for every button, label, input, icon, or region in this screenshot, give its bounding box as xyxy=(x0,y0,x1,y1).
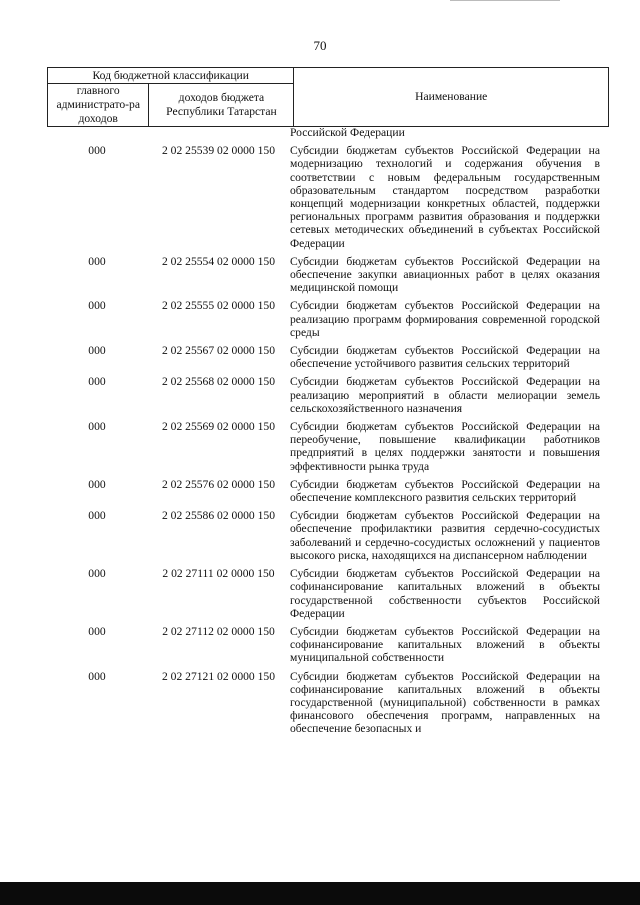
name-cell: Субсидии бюджетам субъектов Российской Федерации на обеспечение профилактики развития сердечно-сосудистых заболеваний и сердечно-сосудистых осложнений у пациентов высокого риска, находящихся на диспансерном наблюдении xyxy=(290,509,600,562)
table-row xyxy=(47,509,609,562)
name-cell: Субсидии бюджетам субъектов Российской Федерации на переобучение, повышение квалификации работников предприятий в целях поддержки занятости и повышения эффективности рынка труда xyxy=(290,420,600,473)
continuation-text: Российской Федерации xyxy=(290,126,405,139)
budget-code-cell: 2 02 25569 02 0000 150 xyxy=(161,420,276,434)
admin-code-cell: 000 xyxy=(88,669,106,683)
admin-code-cell: 000 xyxy=(88,509,106,523)
rows-container xyxy=(47,144,609,735)
admin-code-cell: 000 xyxy=(88,624,106,638)
budget-code-cell: 2 02 25567 02 0000 150 xyxy=(161,344,276,358)
name-cell: Субсидии бюджетам субъектов Российской Федерации на модернизацию технологий и содержания обучения в соответствии с новым федеральным государственным образовательным стандартом посредством разработки концепций модернизации конкретных областей, поддержки региональных программ развития образования и поддержки сетевых методических объединений в субъектах Российской Федерации xyxy=(290,144,600,250)
budget-code-cell: 2 02 27111 02 0000 150 xyxy=(162,567,275,581)
budget-code-cell: 2 02 25568 02 0000 150 xyxy=(161,375,276,389)
budget-code-cell: 2 02 25539 02 0000 150 xyxy=(161,144,276,158)
table-row xyxy=(47,144,609,250)
name-cell: Субсидии бюджетам субъектов Российской Федерации на реализацию программ формирования современной городской среды xyxy=(290,299,600,339)
budget-code-cell: 2 02 25554 02 0000 150 xyxy=(161,254,276,268)
budget-code-cell: 2 02 27121 02 0000 150 xyxy=(161,669,276,683)
admin-code-cell: 000 xyxy=(88,375,106,389)
header-code-cell: доходов бюджета Республики Татарстан xyxy=(149,84,294,127)
header-name-cell: Наименование xyxy=(294,68,609,127)
budget-code-cell: 2 02 25576 02 0000 150 xyxy=(161,477,276,491)
admin-code-cell: 000 xyxy=(88,420,106,434)
admin-code-cell: 000 xyxy=(88,477,106,491)
name-cell: Субсидии бюджетам субъектов Российской Федерации на софинансирование капитальных вложений в объекты государственной собственности субъектов Российской Федерации xyxy=(290,567,600,620)
budget-code-cell: 2 02 25586 02 0000 150 xyxy=(161,509,276,523)
table-header xyxy=(47,67,609,127)
admin-code-cell: 000 xyxy=(88,254,106,268)
name-cell: Субсидии бюджетам субъектов Российской Федерации на обеспечение устойчивого развития сельских территорий xyxy=(290,344,600,371)
admin-code-cell: 000 xyxy=(88,567,106,581)
table-row xyxy=(47,299,609,339)
admin-code-cell: 000 xyxy=(88,299,106,313)
budget-code-cell: 2 02 25555 02 0000 150 xyxy=(161,299,276,313)
page-number: 70 xyxy=(313,38,327,53)
admin-code-cell: 000 xyxy=(88,344,106,358)
name-cell: Субсидии бюджетам субъектов Российской Федерации на обеспечение комплексного развития сельских территорий xyxy=(290,477,600,505)
scan-bottom-bar xyxy=(0,882,640,905)
table-row xyxy=(47,625,609,665)
name-cell: Субсидии бюджетам субъектов Российской Федерации на реализацию мероприятий в области мелиорации земель сельскохозяйственного назначения xyxy=(290,375,600,415)
table-row xyxy=(47,420,609,473)
admin-code-cell: 000 xyxy=(88,144,106,158)
table-row xyxy=(47,478,609,504)
name-cell: Субсидии бюджетам субъектов Российской Федерации на софинансирование капитальных вложений в объекты муниципальной собственности xyxy=(290,624,600,665)
table-row xyxy=(47,344,609,370)
table-body xyxy=(47,126,609,736)
header-admin-cell: главного администрато-ра доходов xyxy=(48,84,149,127)
name-cell: Субсидии бюджетам субъектов Российской Федерации на обеспечение закупки авиационных работ в целях оказания медицинской помощи xyxy=(290,254,600,295)
table-row xyxy=(47,567,609,620)
table-row xyxy=(47,670,609,736)
scan-edge-line xyxy=(450,0,560,1)
table-row xyxy=(47,375,609,415)
budget-code-cell: 2 02 27112 02 0000 150 xyxy=(162,624,275,638)
name-cell: Субсидии бюджетам субъектов Российской Федерации на софинансирование капитальных вложений в объекты государственной (муниципальной) собственности в рамках финансового обеспечения программ, направленных на обеспечение безопасных и xyxy=(290,669,600,736)
table-row xyxy=(47,255,609,295)
header-group-cell: Код бюджетной классификации xyxy=(48,68,294,84)
